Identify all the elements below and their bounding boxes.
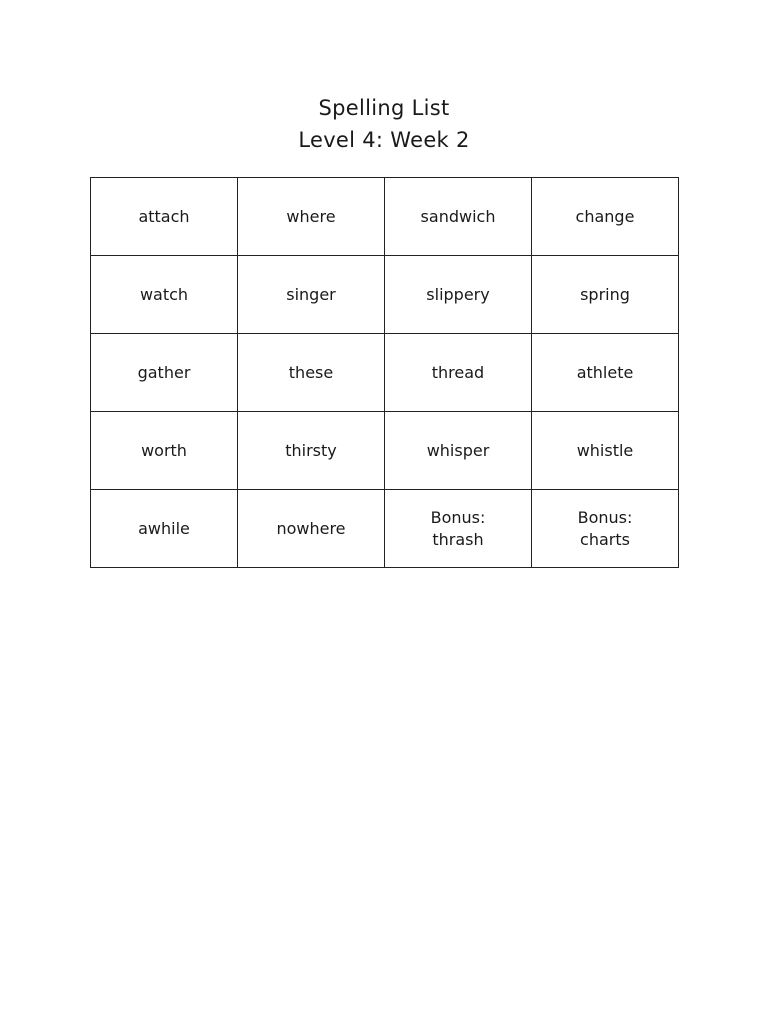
word-cell: singer [238,256,385,334]
table-row [91,256,679,334]
word-cell: whistle [532,412,679,490]
table-row [91,490,679,568]
word-cell: awhile [91,490,238,568]
word-cell: thread [385,334,532,412]
title-block [0,92,768,156]
word-cell: worth [91,412,238,490]
spelling-word-table [90,177,679,568]
word-cell: nowhere [238,490,385,568]
page-title: Spelling List [318,96,450,120]
word-cell: sandwich [385,178,532,256]
word-cell: spring [532,256,679,334]
word-cell: attach [91,178,238,256]
word-cell: gather [91,334,238,412]
word-cell: change [532,178,679,256]
word-cell: thirsty [238,412,385,490]
bonus-word-cell: Bonus: thrash [385,490,532,568]
table-row [91,412,679,490]
word-cell: watch [91,256,238,334]
word-cell: slippery [385,256,532,334]
table-row [91,334,679,412]
word-cell: where [238,178,385,256]
word-cell: whisper [385,412,532,490]
word-cell: these [238,334,385,412]
page-subtitle: Level 4: Week 2 [298,128,470,152]
word-cell: athlete [532,334,679,412]
bonus-word-cell: Bonus: charts [532,490,679,568]
table-row [91,178,679,256]
